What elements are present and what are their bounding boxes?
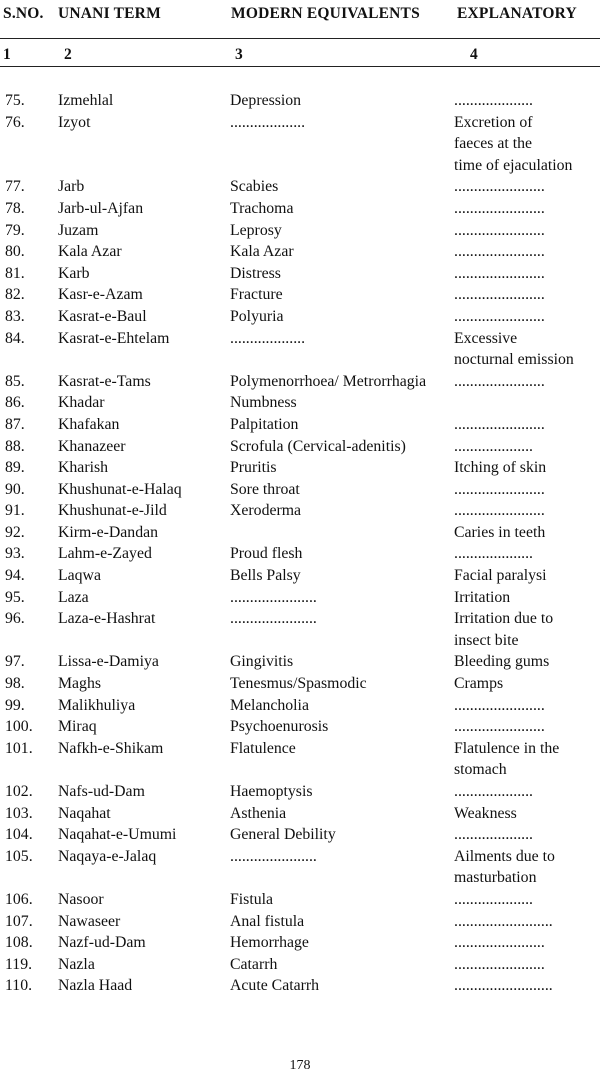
column-number-row [0,46,600,66]
row-unani-term: Kasrat-e-Tams [58,372,151,390]
table-row [0,328,600,371]
row-sno: 90. [5,480,25,498]
row-modern-equivalent: Fistula [230,890,274,908]
table-row [0,824,600,846]
row-modern-equivalent: Proud flesh [230,545,303,563]
row-explanatory: ....................... [454,415,545,433]
table-row [0,522,600,544]
row-sno: 107. [5,912,33,930]
row-modern-equivalent: Scabies [230,178,279,196]
row-explanatory: Excessive nocturnal emission [454,329,574,369]
header-explanatory: EXPLANATORY [457,5,577,22]
row-modern-equivalent: Catarrh [230,955,278,973]
row-explanatory: Bleeding gums [454,653,550,671]
row-unani-term: Kasrat-e-Baul [58,307,147,325]
table-row [0,284,600,306]
row-sno: 88. [5,437,25,455]
row-sno: 94. [5,567,25,585]
table-row [0,263,600,285]
row-sno: 119. [5,955,33,973]
table-row [0,436,600,458]
row-explanatory: Excretion of faeces at the time of ejaculation [454,113,573,174]
row-unani-term: Khushunat-e-Jild [58,502,167,520]
row-sno: 104. [5,826,33,844]
row-explanatory: ......................... [454,912,553,930]
row-modern-equivalent: Melancholia [230,696,309,714]
row-unani-term: Naqahat [58,804,111,822]
header-unani-term: UNANI TERM [58,5,161,22]
row-explanatory: ....................... [454,199,545,217]
row-unani-term: Karb [58,264,90,282]
row-unani-term: Maghs [58,675,102,693]
row-explanatory: .................... [454,92,533,109]
row-unani-term: Nasoor [58,890,104,908]
row-modern-equivalent: Fracture [230,286,283,304]
row-modern-equivalent: Hemorrhage [230,934,309,952]
table-row [0,241,600,263]
row-modern-equivalent: Haemoptysis [230,783,313,800]
row-sno: 103. [5,804,33,822]
row-unani-term: Lissa-e-Damiya [58,653,159,671]
row-modern-equivalent: Anal fistula [230,912,305,930]
row-modern-equivalent: Sore throat [230,480,300,498]
table-row [0,954,600,976]
row-explanatory: ....................... [454,372,545,390]
row-explanatory [454,392,600,414]
row-sno: 92. [5,523,25,541]
row-modern-equivalent: Acute Catarrh [230,977,320,995]
row-sno: 89. [5,459,25,477]
row-modern-equivalent: Kala Azar [230,243,294,261]
row-modern-equivalent: Distress [230,264,281,282]
row-modern-equivalent: ................... [230,329,306,347]
row-sno: 77. [5,178,25,196]
header-rule-top [0,38,600,39]
row-unani-term: Nafkh-e-Shikam [58,739,164,757]
row-explanatory: ....................... [454,307,545,325]
row-sno: 108. [5,934,33,952]
table-row [0,565,600,587]
row-explanatory: ....................... [454,718,545,736]
table-row [0,112,600,177]
row-unani-term: Kirm-e-Dandan [58,523,159,541]
row-explanatory: ....................... [454,178,545,196]
row-unani-term: Khadar [58,394,105,412]
row-unani-term: Kasr-e-Azam [58,286,143,304]
header-modern-equivalents: MODERN EQUIVALENTS [231,5,420,22]
row-sno: 98. [5,675,25,693]
row-modern-equivalent: ................... [230,113,306,131]
row-sno: 100. [5,718,33,736]
row-sno: 93. [5,545,25,563]
table-row [0,932,600,954]
table-row [0,738,600,781]
table-row [0,651,600,673]
row-explanatory: Flatulence in the stomach [454,739,560,779]
row-modern-equivalent: Depression [230,92,302,109]
row-modern-equivalent: General Debility [230,826,336,844]
row-unani-term: Nawaseer [58,912,121,930]
table-row [0,90,600,112]
row-unani-term: Khafakan [58,415,120,433]
row-unani-term: Jarb-ul-Ajfan [58,199,144,217]
column-number-4: 4 [470,46,478,63]
row-explanatory: .................... [454,826,533,844]
row-explanatory: .................... [454,437,533,455]
row-sno: 83. [5,307,25,325]
row-modern-equivalent: ...................... [230,610,317,628]
row-modern-equivalent: Gingivitis [230,653,294,671]
row-sno: 105. [5,847,33,865]
row-explanatory: Facial paralysi [454,567,547,585]
row-explanatory: .................... [454,783,533,800]
row-explanatory: ....................... [454,243,545,261]
row-sno: 79. [5,221,25,239]
table-row [0,911,600,933]
row-sno: 110. [5,977,33,995]
row-explanatory: Irritation [454,588,511,606]
row-modern-equivalent: Polyuria [230,307,284,325]
row-unani-term: Nafs-ud-Dam [58,783,145,800]
row-modern-equivalent: Palpitation [230,415,299,433]
table-row [0,975,600,997]
row-modern-equivalent: ...................... [230,588,317,606]
row-sno: 96. [5,610,25,628]
row-unani-term: Malikhuliya [58,696,136,714]
row-explanatory: ....................... [454,221,545,239]
table-row [0,846,600,889]
row-explanatory: ....................... [454,502,545,520]
row-unani-term: Naqaya-e-Jalaq [58,847,157,865]
row-modern-equivalent: Pruritis [230,459,277,477]
row-sno: 84. [5,329,25,347]
row-sno: 101. [5,739,33,757]
row-explanatory: ....................... [454,264,545,282]
row-sno: 86. [5,394,25,412]
row-sno: 106. [5,890,33,908]
glossary-table [0,90,600,997]
row-modern-equivalent: Leprosy [230,221,282,239]
column-number-3: 3 [235,46,243,63]
row-modern-equivalent: Psychoenurosis [230,718,329,736]
row-unani-term: Nazf-ud-Dam [58,934,146,952]
header-rule-bottom [0,66,600,67]
row-unani-term: Jarb [58,178,85,196]
row-explanatory: ....................... [454,286,545,304]
table-row [0,803,600,825]
table-row [0,306,600,328]
table-row [0,695,600,717]
table-row [0,608,600,651]
table-header [0,5,600,27]
row-unani-term: Izmehlal [58,92,114,109]
row-sno: 81. [5,264,25,282]
row-explanatory: Ailments due to masturbation [454,847,555,887]
row-sno: 75. [5,92,25,109]
row-unani-term: Kasrat-e-Ehtelam [58,329,170,347]
header-sno: S.NO. [3,5,44,22]
row-explanatory: Cramps [454,675,504,693]
table-row [0,479,600,501]
row-unani-term: Laza-e-Hashrat [58,610,156,628]
table-row [0,220,600,242]
row-modern-equivalent: Tenesmus/Spasmodic [230,675,367,693]
row-unani-term: Laza [58,588,89,606]
row-unani-term: Juzam [58,221,99,239]
table-row [0,716,600,738]
table-row [0,371,600,393]
column-number-1: 1 [3,46,11,63]
row-explanatory: .................... [454,890,533,908]
row-unani-term: Laqwa [58,567,101,585]
row-unani-term: Lahm-e-Zayed [58,545,152,563]
row-modern-equivalent: Scrofula (Cervical-adenitis) [230,437,406,455]
row-unani-term: Izyot [58,113,91,131]
row-sno: 76. [5,113,25,131]
row-explanatory: ....................... [454,934,545,952]
row-unani-term: Nazla [58,955,95,973]
row-explanatory: Caries in teeth [454,523,546,541]
table-row [0,457,600,479]
row-unani-term: Khanazeer [58,437,126,455]
row-explanatory: Irritation due to insect bite [454,610,554,649]
row-modern-equivalent: Flatulence [230,739,296,757]
row-sno: 82. [5,286,25,304]
row-sno: 102. [5,783,33,800]
row-unani-term: Naqahat-e-Umumi [58,826,177,844]
table-row [0,781,600,803]
glossary-table-body [0,90,600,997]
row-sno: 91. [5,502,25,520]
row-modern-equivalent: Polymenorrhoea/ Metrorrhagia [230,372,427,390]
table-row [0,392,600,414]
row-unani-term: Kharish [58,459,109,477]
table-row [0,587,600,609]
table-row [0,673,600,695]
row-modern-equivalent: Asthenia [230,804,287,822]
table-row [0,176,600,198]
row-explanatory: Itching of skin [454,459,547,477]
row-unani-term: Kala Azar [58,243,122,261]
row-sno: 97. [5,653,25,671]
column-number-2: 2 [64,46,72,63]
row-unani-term: Khushunat-e-Halaq [58,480,182,498]
row-modern-equivalent: Bells Palsy [230,567,301,585]
table-row [0,414,600,436]
row-sno: 99. [5,696,25,714]
row-explanatory: .................... [454,545,533,563]
row-explanatory: ......................... [454,977,553,995]
row-modern-equivalent: Xeroderma [230,502,302,520]
row-modern-equivalent: Numbness [230,394,297,412]
row-sno: 85. [5,372,25,390]
row-sno: 95. [5,588,25,606]
row-unani-term: Miraq [58,718,97,736]
table-row [0,198,600,220]
row-explanatory: ....................... [454,955,545,973]
row-modern-equivalent [230,522,454,544]
row-sno: 80. [5,243,25,261]
page-number: 178 [289,1058,311,1073]
table-row [0,500,600,522]
row-explanatory: ....................... [454,696,545,714]
table-row [0,889,600,911]
row-sno: 78. [5,199,25,217]
row-unani-term: Nazla Haad [58,977,133,995]
row-explanatory: Weakness [454,804,517,822]
row-modern-equivalent: ...................... [230,847,317,865]
row-modern-equivalent: Trachoma [230,199,294,217]
row-explanatory: ....................... [454,480,545,498]
row-sno: 87. [5,415,25,433]
table-row [0,543,600,565]
